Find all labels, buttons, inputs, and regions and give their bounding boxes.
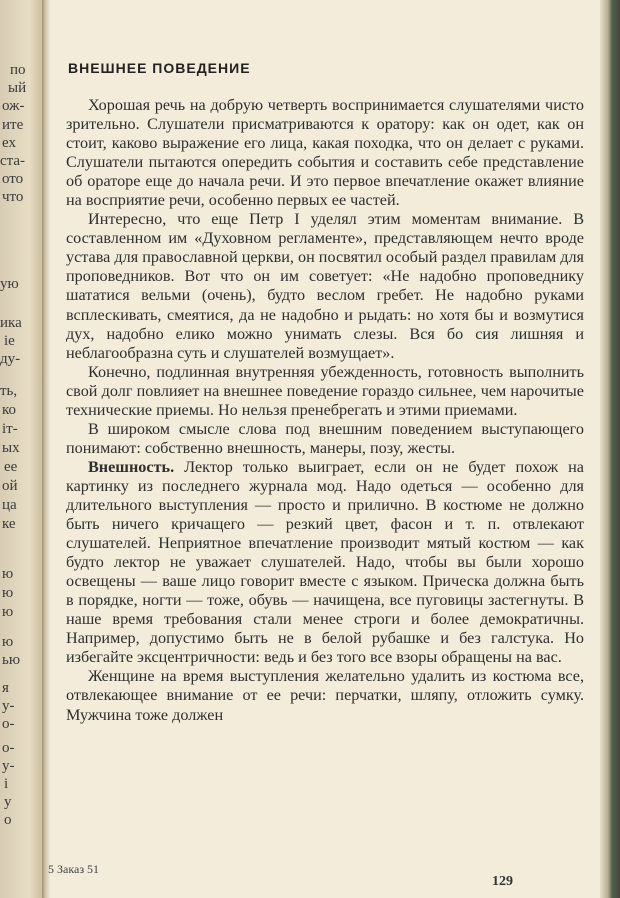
fragment: о [4, 812, 12, 828]
fragment: ых [2, 440, 20, 456]
printer-signature: 5 Заказ 51 [48, 862, 100, 876]
fragment: і [4, 776, 9, 792]
fragment: ца [2, 497, 17, 513]
fragment: у- [2, 698, 15, 714]
paragraph [66, 458, 584, 668]
fragment: іт- [2, 421, 18, 437]
fragment: о- [2, 740, 15, 756]
run-in-heading: Внешность. [88, 457, 175, 476]
fragment: ке [2, 516, 16, 532]
fragment: ко [2, 402, 17, 418]
paragraph: Интересно, что еще Петр I уделял этим моментам внимание. В составленном им «Духовном регламенте», представляющем нечто вроде устава для православной церкви, он посвятил особый раздел правилам для проповедников. Вот что он им советует: «Не надобно проповеднику шататися вельми (очень), будто веслом гребет. Не надобно руками всплескивать, смеятися, да не надобно и рыдать: но хотя бы и возмутися дух, надобно елико можно унимать слезы. Вся бо сия лишняя и неблагообразна суть и слушателей возмущает». [66, 210, 584, 362]
book-fold [42, 0, 50, 898]
fragment: ю [2, 585, 14, 601]
paragraph: Женщине на время выступления желательно удалить из костюма все, отвлекающее внимание от ее речи: перчатки, шляпу, отложить сумку. Мужчина тоже должен [66, 667, 584, 724]
fragment: ю [2, 566, 14, 582]
fragment: ика [0, 315, 22, 331]
fragment: у- [2, 758, 15, 774]
fragment: ть, [0, 383, 18, 399]
paragraph: В широком смысле слова под внешним поведением выступающего понимают: собственно внешность, манеры, позу, жесты. [66, 419, 584, 457]
fragment: ото [2, 171, 24, 187]
book-cover-edge [600, 0, 620, 898]
fragment: ой [2, 478, 18, 494]
fragment: ью [2, 652, 21, 668]
fragment: по [10, 62, 26, 78]
paragraph: Хорошая речь на добрую четверть воспринимается слушателями чисто зрительно. Слушатели присматриваются к оратору: как он одет, как он стоит, каково выражение его лица, какая походка, что он делает с руками. Слушатели пытаются опередить события и составить себе представление об ораторе еще до начала речи. И это первое впечатление окажет влияние на восприятие речи, особенно первых ее частей. [66, 96, 584, 210]
body-text [66, 96, 584, 725]
fragment: ее [4, 459, 18, 475]
fragment: ож- [2, 98, 25, 114]
fragment: что [2, 189, 24, 205]
paragraph-text: Лектор только выиграет, если он не будет похож на картинку из последнего журнала мод. Надо одеться — особенно для длительного выступления — просто и прилично. В костюме не должно быть ничего кричащего — резкий цвет, фасон и т. п. отвлекают слушателей. Неприятное впечатление производит мятый костюм — как будто лектор не уважает слушателей. Надо, чтобы вы были хорошо освещены — ваше лицо говорит вместе с языком. Прическа должна быть в порядке, ногти — тоже, обувь — начищена, все пуговицы застегнуты. В наше время требования стали менее строги и более демократичны. Например, допустимо быть не в белой рубашке и без галстука. Но избегайте эксцентричности: ведь и без того все взоры обращены на вас. [66, 457, 584, 667]
section-heading: ВНЕШНЕЕ ПОВЕДЕНИЕ [68, 60, 251, 76]
fragment: ый [8, 80, 27, 96]
fragment: я [2, 680, 9, 696]
fragment: ую [0, 276, 19, 292]
paragraph: Конечно, подлинная внутренняя убежденность, готовность выполнить свой долг повлияет на внешнее поведение гораздо сильнее, чем нарочитые технические приемы. Но нельзя пренебрегать и этими приемами. [66, 362, 584, 419]
fragment: у [4, 794, 12, 810]
fragment: ю [2, 604, 14, 620]
previous-page-edge [0, 0, 42, 898]
fragment: о- [2, 716, 15, 732]
fragment: ю [2, 634, 14, 650]
fragment: ите [2, 117, 24, 133]
fragment: ех [2, 135, 16, 151]
page-number: 129 [492, 874, 513, 889]
fragment: ста- [0, 153, 26, 169]
fragment: ду- [0, 351, 21, 367]
fragment: ie [4, 333, 15, 349]
